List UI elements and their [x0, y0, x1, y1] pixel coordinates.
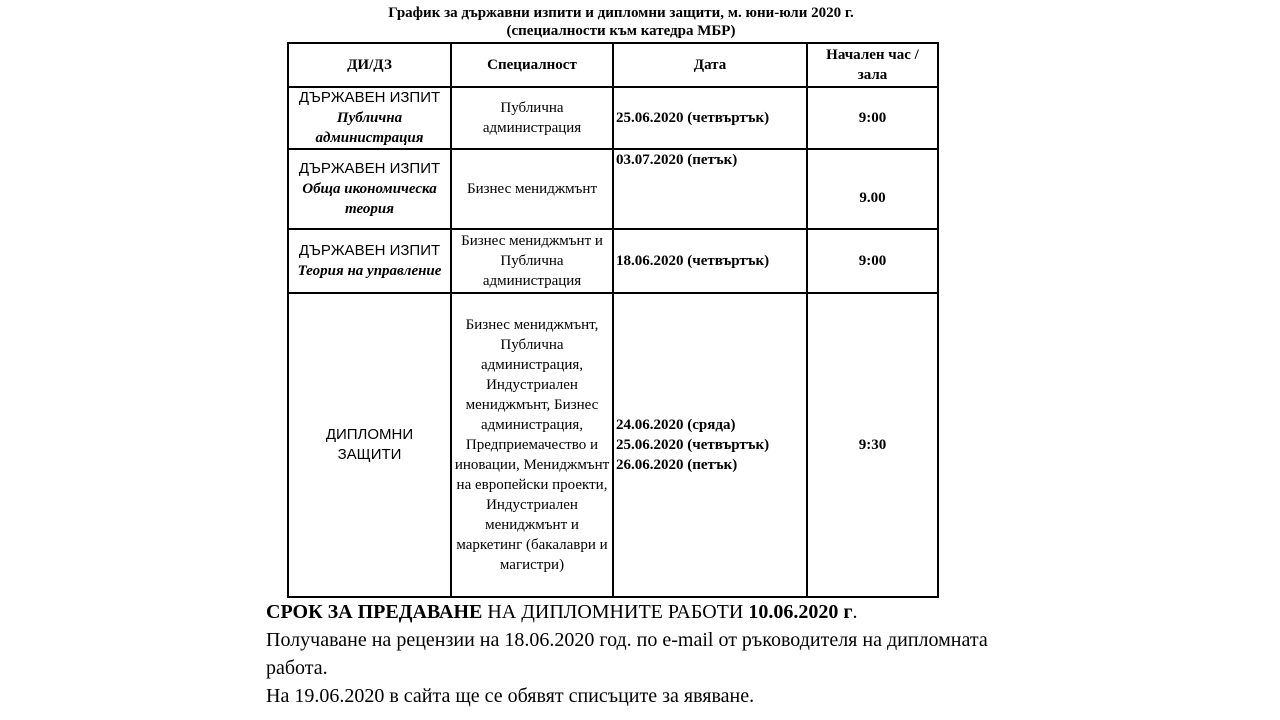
header-time: Начален час / зала [807, 43, 938, 87]
exam-type: ДЪРЖАВЕН ИЗПИТ [298, 89, 441, 106]
table-row [288, 87, 938, 149]
exam-type: ДЪРЖАВЕН ИЗПИТ [298, 242, 441, 259]
header-type: ДИ/ДЗ [288, 43, 451, 87]
deadline-date: 10.06.2020 г [748, 601, 853, 623]
exam-type: ДЪРЖАВЕН ИЗПИТ [298, 160, 441, 177]
date-cell: 03.07.2020 (петък) [613, 149, 807, 229]
exam-subject: Обща икономическа теория [302, 181, 437, 217]
deadline-label: СРОК ЗА ПРЕДАВАНЕ [266, 601, 483, 623]
header-row [288, 43, 938, 87]
time-cell: 9:00 [807, 229, 938, 293]
date-cell: 18.06.2020 (четвъртък) [613, 229, 807, 293]
deadline-period: . [852, 601, 858, 623]
title-line-2: (специалности към катедра МБР) [506, 23, 736, 39]
defense-date-3: 26.06.2020 (петък) [616, 457, 738, 473]
time-cell: 9:00 [807, 87, 938, 149]
date-cell [613, 293, 807, 597]
defense-date-2: 25.06.2020 (четвъртък) [616, 437, 770, 453]
notes-section [266, 598, 1266, 710]
deadline-text: НА ДИПЛОМНИТЕ РАБОТИ [482, 601, 749, 623]
specialty-cell: Бизнес мениджмънт [451, 149, 613, 229]
lists-note: На 19.06.2020 в сайта ще се обявят списъците за явяване. [266, 685, 755, 707]
exam-subject: Теория на управление [297, 263, 442, 279]
reviews-note: Получаване на рецензии на 18.06.2020 год. по e-mail от ръководителя на дипломната работа. [266, 629, 988, 679]
table-row [288, 229, 938, 293]
table-row [288, 293, 938, 597]
exam-cell [288, 229, 451, 293]
specialty-cell: Бизнес мениджмънт, Публична администрация, Индустриален мениджмънт, Бизнес администрация, Предприемачество и иновации, Мениджмънт на европейски проекти, Индустриален мениджмънт и маркетинг (бакалаври и магистри) [451, 293, 613, 597]
specialty-cell: Бизнес мениджмънт и Публична администрация [451, 229, 613, 293]
title-line-1: График за държавни изпити и дипломни защити, м. юни-юли 2020 г. [388, 5, 854, 21]
time-cell: 9.00 [807, 149, 938, 229]
deadline-note [266, 598, 1266, 626]
document-title [288, 4, 954, 40]
exam-cell [288, 87, 451, 149]
specialty-cell: Публична администрация [451, 87, 613, 149]
header-specialty: Специалност [451, 43, 613, 87]
time-cell: 9:30 [807, 293, 938, 597]
header-date: Дата [613, 43, 807, 87]
exam-subject: Публична администрация [315, 110, 424, 146]
defense-date-1: 24.06.2020 (сряда) [616, 417, 736, 433]
exam-cell [288, 149, 451, 229]
schedule-table [287, 42, 939, 598]
defense-type: ДИПЛОМНИ ЗАЩИТИ [325, 426, 414, 463]
date-cell: 25.06.2020 (четвъртък) [613, 87, 807, 149]
defense-type-cell [288, 293, 451, 597]
table-row [288, 149, 938, 229]
